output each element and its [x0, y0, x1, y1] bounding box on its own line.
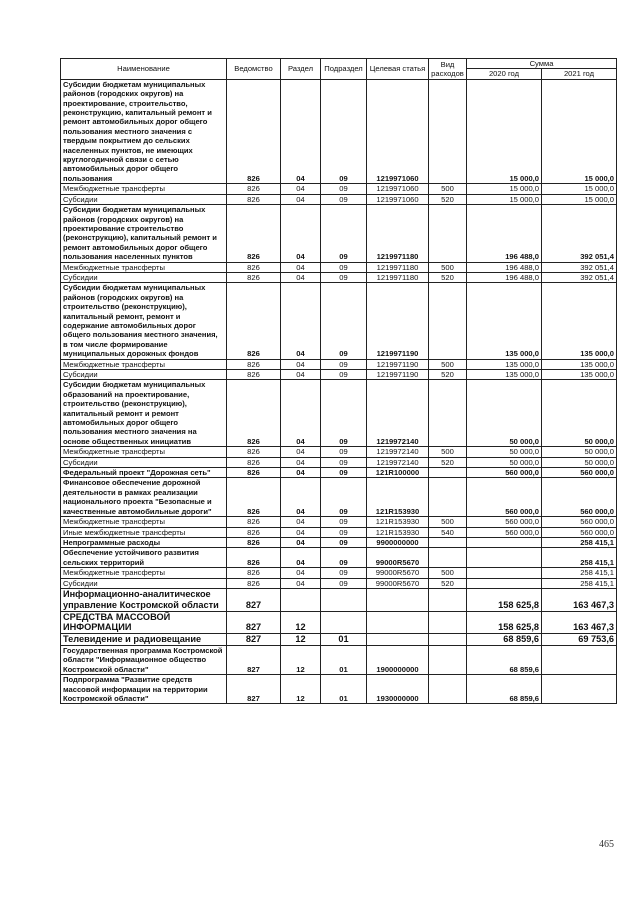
row-razdel: 04	[281, 457, 321, 467]
row-vedomstvo: 827	[227, 588, 281, 611]
row-expense-type: 500	[429, 568, 467, 578]
row-expense-type: 500	[429, 517, 467, 527]
row-sum-2020: 196 488,0	[467, 205, 542, 262]
row-razdel: 04	[281, 527, 321, 537]
table-row	[61, 517, 617, 527]
row-target-article: 1219972140	[367, 457, 429, 467]
row-target-article: 99000R5670	[367, 548, 429, 568]
table-row	[61, 447, 617, 457]
row-expense-type	[429, 468, 467, 478]
row-sum-2021: 50 000,0	[542, 447, 617, 457]
row-sum-2020: 50 000,0	[467, 380, 542, 447]
table-row	[61, 675, 617, 704]
row-name: Финансовое обеспечение дорожной деятельности в рамках реализации национального проекта "Безопасные и качественные автомобильные дороги"	[61, 478, 227, 517]
row-target-article: 99000R5670	[367, 578, 429, 588]
row-sum-2020: 50 000,0	[467, 457, 542, 467]
row-sum-2020	[467, 568, 542, 578]
row-razdel: 04	[281, 478, 321, 517]
row-vedomstvo: 826	[227, 272, 281, 282]
row-expense-type	[429, 611, 467, 634]
row-name: Субсидии бюджетам муниципальных образований на проектирование, строительство (реконструкцию), капитальный ремонт и ремонт автомобильных дорог общего пользования местного значения на основе общественных инициатив	[61, 380, 227, 447]
row-target-article: 121R153930	[367, 527, 429, 537]
row-vedomstvo: 826	[227, 517, 281, 527]
row-razdel: 04	[281, 359, 321, 369]
table-row	[61, 79, 617, 183]
row-razdel: 04	[281, 184, 321, 194]
row-podrazdel: 09	[321, 468, 367, 478]
row-name: Субсидии бюджетам муниципальных районов (городских округов) на строительство (реконструкцию), капитальный ремонт, ремонт и содержание автомобильных дорог общего пользования местного значения, в том числе формирование муниципальных дорожных фондов	[61, 283, 227, 359]
row-sum-2021: 135 000,0	[542, 370, 617, 380]
row-sum-2020: 15 000,0	[467, 184, 542, 194]
table-row	[61, 568, 617, 578]
header-sum: Сумма	[467, 59, 617, 69]
row-name: Субсидии	[61, 457, 227, 467]
header-vedomstvo: Ведомство	[227, 59, 281, 80]
table-row	[61, 184, 617, 194]
row-razdel: 04	[281, 79, 321, 183]
row-podrazdel: 09	[321, 447, 367, 457]
row-target-article: 1219971060	[367, 194, 429, 204]
row-sum-2021: 392 051,4	[542, 272, 617, 282]
header-expense-type: Вид расходов	[429, 59, 467, 80]
row-name: Субсидии бюджетам муниципальных районов (городских округов) на проектирование, строительство, реконструкцию, капитальный ремонт и ремонт автомобильных дорог общего пользования местного значения с твердым покрытием до сельских населенных пунктов, не имеющих круглогодичной связи с сетью автомобильных дорог общего пользования	[61, 79, 227, 183]
row-sum-2021	[542, 645, 617, 674]
row-razdel: 04	[281, 548, 321, 568]
row-vedomstvo: 826	[227, 194, 281, 204]
row-expense-type: 520	[429, 578, 467, 588]
row-expense-type	[429, 588, 467, 611]
header-name: Наименование	[61, 59, 227, 80]
row-sum-2021: 135 000,0	[542, 359, 617, 369]
row-podrazdel: 09	[321, 359, 367, 369]
row-razdel: 04	[281, 468, 321, 478]
row-target-article: 1930000000	[367, 675, 429, 704]
row-expense-type	[429, 548, 467, 568]
row-podrazdel: 01	[321, 645, 367, 674]
row-name: Государственная программа Костромской области "Информационное общество Костромской области"	[61, 645, 227, 674]
row-expense-type	[429, 478, 467, 517]
row-vedomstvo: 826	[227, 478, 281, 517]
row-name: Телевидение и радиовещание	[61, 634, 227, 646]
row-name: СРЕДСТВА МАССОВОЙ ИНФОРМАЦИИ	[61, 611, 227, 634]
row-target-article: 1219971190	[367, 370, 429, 380]
row-sum-2021: 560 000,0	[542, 527, 617, 537]
row-razdel: 04	[281, 537, 321, 547]
row-target-article: 1219971190	[367, 359, 429, 369]
row-vedomstvo: 826	[227, 548, 281, 568]
row-expense-type	[429, 380, 467, 447]
row-podrazdel: 09	[321, 184, 367, 194]
table-row	[61, 537, 617, 547]
row-podrazdel: 09	[321, 568, 367, 578]
row-target-article: 1219971180	[367, 205, 429, 262]
row-vedomstvo: 826	[227, 79, 281, 183]
row-expense-type: 500	[429, 184, 467, 194]
row-sum-2021: 15 000,0	[542, 194, 617, 204]
row-name: Субсидии	[61, 272, 227, 282]
row-sum-2021: 258 415,1	[542, 537, 617, 547]
row-podrazdel: 09	[321, 527, 367, 537]
row-name: Федеральный проект "Дорожная сеть"	[61, 468, 227, 478]
header-year-2021: 2021 год	[542, 69, 617, 79]
row-target-article: 121R153930	[367, 478, 429, 517]
row-expense-type: 500	[429, 447, 467, 457]
row-podrazdel: 09	[321, 478, 367, 517]
row-expense-type: 520	[429, 272, 467, 282]
row-razdel: 12	[281, 634, 321, 646]
row-sum-2021: 560 000,0	[542, 468, 617, 478]
row-vedomstvo: 826	[227, 568, 281, 578]
row-vedomstvo: 826	[227, 578, 281, 588]
row-sum-2020: 15 000,0	[467, 79, 542, 183]
row-sum-2021: 69 753,6	[542, 634, 617, 646]
row-razdel: 04	[281, 283, 321, 359]
row-sum-2020: 68 859,6	[467, 645, 542, 674]
row-expense-type: 520	[429, 194, 467, 204]
row-expense-type	[429, 634, 467, 646]
table-row	[61, 272, 617, 282]
table-row	[61, 370, 617, 380]
row-name: Межбюджетные трансферты	[61, 517, 227, 527]
row-razdel: 04	[281, 568, 321, 578]
row-expense-type: 500	[429, 359, 467, 369]
row-name: Субсидии	[61, 194, 227, 204]
row-sum-2020: 560 000,0	[467, 478, 542, 517]
table-header	[61, 59, 617, 80]
row-expense-type	[429, 645, 467, 674]
row-sum-2020: 560 000,0	[467, 527, 542, 537]
row-vedomstvo: 826	[227, 370, 281, 380]
row-name: Обеспечение устойчивого развития сельских территорий	[61, 548, 227, 568]
row-vedomstvo: 827	[227, 611, 281, 634]
row-sum-2020: 560 000,0	[467, 468, 542, 478]
row-sum-2020	[467, 578, 542, 588]
row-podrazdel: 09	[321, 578, 367, 588]
table-row	[61, 588, 617, 611]
row-expense-type: 520	[429, 370, 467, 380]
row-sum-2021: 135 000,0	[542, 283, 617, 359]
table-row	[61, 478, 617, 517]
row-sum-2021: 258 415,1	[542, 578, 617, 588]
row-target-article: 1219971060	[367, 79, 429, 183]
header-year-2020: 2020 год	[467, 69, 542, 79]
header-target-article: Целевая статья	[367, 59, 429, 80]
row-podrazdel: 09	[321, 537, 367, 547]
row-sum-2021: 163 467,3	[542, 588, 617, 611]
row-podrazdel: 09	[321, 283, 367, 359]
table-row	[61, 634, 617, 646]
row-name: Межбюджетные трансферты	[61, 447, 227, 457]
row-expense-type: 540	[429, 527, 467, 537]
row-target-article: 1219972140	[367, 380, 429, 447]
row-vedomstvo: 826	[227, 283, 281, 359]
table-row	[61, 645, 617, 674]
row-vedomstvo: 826	[227, 262, 281, 272]
row-sum-2020: 135 000,0	[467, 370, 542, 380]
table-row	[61, 457, 617, 467]
row-vedomstvo: 826	[227, 537, 281, 547]
row-razdel: 04	[281, 205, 321, 262]
table-row	[61, 527, 617, 537]
row-name: Межбюджетные трансферты	[61, 262, 227, 272]
row-podrazdel: 01	[321, 675, 367, 704]
table-row	[61, 194, 617, 204]
row-vedomstvo: 826	[227, 380, 281, 447]
row-sum-2020	[467, 548, 542, 568]
row-razdel: 12	[281, 611, 321, 634]
row-podrazdel: 09	[321, 79, 367, 183]
row-target-article: 121R153930	[367, 517, 429, 527]
row-razdel	[281, 588, 321, 611]
row-vedomstvo: 826	[227, 457, 281, 467]
table-row	[61, 548, 617, 568]
row-razdel: 12	[281, 645, 321, 674]
row-podrazdel: 09	[321, 380, 367, 447]
table-row	[61, 205, 617, 262]
row-target-article: 1900000000	[367, 645, 429, 674]
row-expense-type: 500	[429, 262, 467, 272]
table-row	[61, 611, 617, 634]
row-podrazdel	[321, 588, 367, 611]
row-name: Межбюджетные трансферты	[61, 359, 227, 369]
row-sum-2021: 15 000,0	[542, 79, 617, 183]
row-razdel: 04	[281, 370, 321, 380]
row-razdel: 04	[281, 262, 321, 272]
row-podrazdel: 09	[321, 262, 367, 272]
row-sum-2021: 392 051,4	[542, 262, 617, 272]
row-podrazdel: 09	[321, 548, 367, 568]
row-sum-2020: 50 000,0	[467, 447, 542, 457]
row-vedomstvo: 826	[227, 527, 281, 537]
table-row	[61, 283, 617, 359]
row-expense-type: 520	[429, 457, 467, 467]
row-vedomstvo: 826	[227, 359, 281, 369]
row-sum-2021: 392 051,4	[542, 205, 617, 262]
table-row	[61, 468, 617, 478]
row-sum-2021: 258 415,1	[542, 568, 617, 578]
row-razdel: 04	[281, 578, 321, 588]
row-sum-2020: 158 625,8	[467, 588, 542, 611]
row-sum-2021: 258 415,1	[542, 548, 617, 568]
row-vedomstvo: 827	[227, 675, 281, 704]
row-name: Межбюджетные трансферты	[61, 568, 227, 578]
header-razdel: Раздел	[281, 59, 321, 80]
row-sum-2021: 560 000,0	[542, 517, 617, 527]
row-podrazdel: 09	[321, 194, 367, 204]
row-sum-2020: 135 000,0	[467, 283, 542, 359]
row-vedomstvo: 826	[227, 205, 281, 262]
row-target-article: 1219971180	[367, 262, 429, 272]
row-target-article	[367, 588, 429, 611]
row-expense-type	[429, 537, 467, 547]
row-podrazdel: 09	[321, 517, 367, 527]
row-name: Субсидии	[61, 370, 227, 380]
row-razdel: 04	[281, 517, 321, 527]
row-vedomstvo: 827	[227, 645, 281, 674]
row-expense-type	[429, 79, 467, 183]
row-sum-2021: 15 000,0	[542, 184, 617, 194]
row-podrazdel: 01	[321, 634, 367, 646]
row-razdel: 12	[281, 675, 321, 704]
row-razdel: 04	[281, 380, 321, 447]
row-name: Иные межбюджетные трансферты	[61, 527, 227, 537]
page-number: 465	[599, 839, 614, 850]
row-vedomstvo: 826	[227, 184, 281, 194]
row-target-article: 1219971060	[367, 184, 429, 194]
row-razdel: 04	[281, 272, 321, 282]
row-podrazdel: 09	[321, 205, 367, 262]
budget-table	[60, 58, 617, 704]
row-vedomstvo: 826	[227, 447, 281, 457]
row-sum-2020: 158 625,8	[467, 611, 542, 634]
row-name: Межбюджетные трансферты	[61, 184, 227, 194]
row-vedomstvo: 827	[227, 634, 281, 646]
row-podrazdel: 09	[321, 272, 367, 282]
table-row	[61, 359, 617, 369]
row-sum-2021: 560 000,0	[542, 478, 617, 517]
row-name: Непрограммные расходы	[61, 537, 227, 547]
row-expense-type	[429, 675, 467, 704]
row-sum-2020: 68 859,6	[467, 675, 542, 704]
row-target-article: 1219972140	[367, 447, 429, 457]
row-target-article	[367, 634, 429, 646]
row-sum-2020: 196 488,0	[467, 272, 542, 282]
row-name: Субсидии бюджетам муниципальных районов (городских округов) на проектирование строительство (реконструкцию), капитальный ремонт и ремонт автомобильных дорог общего пользования населенных пунктов	[61, 205, 227, 262]
row-name: Информационно-аналитическое управление Костромской области	[61, 588, 227, 611]
row-sum-2020: 135 000,0	[467, 359, 542, 369]
header-podrazdel: Подраздел	[321, 59, 367, 80]
row-sum-2021	[542, 675, 617, 704]
row-name: Подпрограмма "Развитие средств массовой информации на территории Костромской области"	[61, 675, 227, 704]
table-row	[61, 578, 617, 588]
row-sum-2021: 50 000,0	[542, 380, 617, 447]
row-podrazdel: 09	[321, 457, 367, 467]
row-target-article: 1219971180	[367, 272, 429, 282]
row-sum-2020: 68 859,6	[467, 634, 542, 646]
row-razdel: 04	[281, 447, 321, 457]
table-row	[61, 262, 617, 272]
row-expense-type	[429, 205, 467, 262]
row-podrazdel: 09	[321, 370, 367, 380]
row-expense-type	[429, 283, 467, 359]
row-vedomstvo: 826	[227, 468, 281, 478]
row-sum-2021: 163 467,3	[542, 611, 617, 634]
table-row	[61, 380, 617, 447]
row-target-article: 9900000000	[367, 537, 429, 547]
row-sum-2020: 560 000,0	[467, 517, 542, 527]
table-body	[61, 79, 617, 704]
row-target-article	[367, 611, 429, 634]
row-podrazdel	[321, 611, 367, 634]
row-sum-2021: 50 000,0	[542, 457, 617, 467]
row-target-article: 99000R5670	[367, 568, 429, 578]
row-target-article: 1219971190	[367, 283, 429, 359]
row-sum-2020	[467, 537, 542, 547]
row-target-article: 121R100000	[367, 468, 429, 478]
row-sum-2020: 15 000,0	[467, 194, 542, 204]
row-razdel: 04	[281, 194, 321, 204]
row-sum-2020: 196 488,0	[467, 262, 542, 272]
row-name: Субсидии	[61, 578, 227, 588]
